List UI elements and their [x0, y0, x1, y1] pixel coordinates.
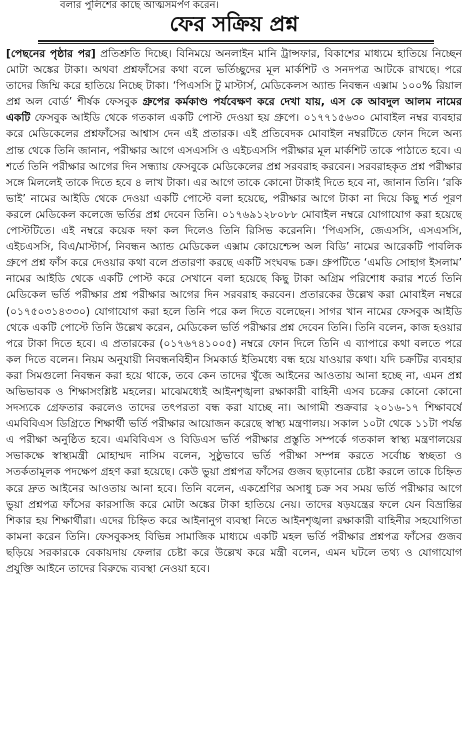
article-lead: প্রতিশ্রুতি দিচ্ছে। বিনিময়ে অনলাইন মানি ট্রান্সফার, বিকাশের মাধ্যমে হাতিয়ে নিচ্ছেন মোটা অঙ্কের টাকা। অথবা প্রশ্নফাঁসের কথা বলে ভর্তিচ্ছুদের মূল মার্কশিট ও সনদপত্র আটকে রাখছে। পরে তাদের জিম্মি করে হাতিয়ে নিচ্ছে টাকা। ‘পিএসসি টু মাস্টার্স, মেডিকেলস অ্যান্ড নিবন্ধন এক্সাম ১০০% রিয়াল প্রশ্ন অল বোর্ড’ শীর্ষক ফেসবুক	[6, 48, 462, 109]
continued-from-kicker: [পেছনের পৃষ্ঠার পর]	[6, 48, 96, 60]
article-paragraph	[6, 46, 462, 577]
article-highlight: গ্রুপের কর্মকাণ্ড পর্যবেক্ষণ করে দেখা যায়, এস কে আবদুল আলম নামের একটি	[6, 96, 462, 125]
headline-rule-thin	[38, 43, 434, 44]
headline-rule	[38, 40, 434, 42]
article-body	[6, 46, 462, 748]
previous-article-fragment: বলার পুলিশের কাছে আত্মসমর্পণ করেন।	[60, 0, 219, 11]
headline: ফের সক্রিয় প্রশ্ন	[169, 11, 299, 36]
article-text: ফেসবুক আইডি থেকে গতকাল একটি পোস্ট দেওয়া হয় গ্রুপে। ০১৭৭১৫৬৩০ মোবাইল নম্বর ব্যবহার করে মেডিকেলের প্রশ্নফাঁসের আশ্বাস দেন এই প্রতারক। এই প্রতিবেদক মোবাইল নম্বরটিতে ফোন দিলে অন্য প্রান্ত থেকে তিনি জানান, পরীক্ষার আগে এসএসসি ও এইচএসসি পরীক্ষার মূল মার্কশিট তাকে পাঠাতে হবে। এ শর্তে তিনি পরীক্ষার আগের দিন সন্ধ্যায় ফেসবুকে মেডিকেলের প্রশ্ন সরবরাহ করবেন। সরবরাহকৃত প্রশ্ন পরীক্ষার সঙ্গে মিললেই তাকে দিতে হবে ৪ লাখ টাকা। এর আগে তাকে কোনো টাকাই দিতে হবে না, জানান তিনি। ‘রকি ভাই’ নামের আইডি থেকে দেওয়া একটি পোস্টে বলা হয়েছে, পরীক্ষার আগে টাকা না দিয়ে কিছু শর্ত পূরণ করলে মেডিকেল কলেজে ভর্তির প্রশ্ন দেবেন তিনি। ০১৭৬৯১২৮০৮৮ মোবাইল নম্বরে যোগাযোগ করা হয়েছে পোস্টটিতে। এই নম্বরে কয়েক দফা কল দিলেও তিনি রিসিভ করেননি। ‘পিএসসি, জেএসসি, এসএসসি, এইচএসসি, বিএ/মাস্টার্স, নিবন্ধন অ্যান্ড মেডিকেল এক্সাম কোয়েশ্চেন্স অল বিডি’ নামের আরেকটি পাবলিক গ্রুপে প্রশ্ন ফাঁস করে দেওয়ার কথা বলে প্রতারণা করছে একটি সংঘবদ্ধ চক্র। গ্রুপটিতে ‘এমডি সোহাগ ইসলাম’ নামের আইডি থেকে একটি পোস্ট করে সেখানে বলা হয়েছে কিছু টাকা অগ্রিম পরিশোধ করার শর্তে তিনি মেডিকেল ভর্তি পরীক্ষার প্রশ্ন পরীক্ষার আগের দিন সরবরাহ করবেন। প্রতারকের উল্লেখ করা মোবাইল নম্বরে (০১৭৫০৩১৪৩৩০) যোগাযোগ করা হলে তিনি পরে কল দিতে বলেছেন। সাগর খান নামের ফেসবুক আইডি থেকে একটি পোস্টে তিনি উল্লেখ করেন, মেডিকেল ভর্তি পরীক্ষার প্রশ্ন দেবেন তিনি। তিনি বলেন, কাজ হওয়ার পরে টাকা দিতে হবে। এ প্রতারকের (০১৭৬৭৪১০০৫) নম্বরে ফোন দিলে তিনি এ ব্যাপারে কথা বলতে পরে কল দিতে বলেন। নিয়ম অনুযায়ী নিবন্ধনবিহীন সিমকার্ড ইতিমধ্যে বন্ধ হয়ে যাওয়ার কথা। যদি চক্রটির ব্যবহার করা সিমগুলো নিবন্ধন করা হয়ে থাকে, তবে কেন তাদের খুঁজে আইনের আওতায় আনা হচ্ছে না, এমন প্রশ্ন অভিভাবক ও শিক্ষাসংশ্লিষ্ট মহলের। মাঝেমধ্যেই আইনশৃঙ্খলা রক্ষাকারী বাহিনী এসব চক্রের কোনো কোনো সদস্যকে গ্রেফতার করলেও তাদের তৎপরতা বন্ধ করা যাচ্ছে না। আগামী শুক্রবার ২০১৬-১৭ শিক্ষাবর্ষে এমবিবিএস ডিগ্রিতে শিক্ষার্থী ভর্তি পরীক্ষার আয়োজন করেছে স্বাস্থ্য মন্ত্রণালয়। সকাল ১০টা থেকে ১১টা পর্যন্ত এ পরীক্ষা অনুষ্ঠিত হবে। এমবিবিএস ও বিডিএস ভর্তি পরীক্ষার প্রস্তুতি সম্পর্কে গতকাল স্বাস্থ্য মন্ত্রণালয়ের সভাকক্ষে স্বাস্থ্যমন্ত্রী মোহাম্মদ নাসিম বলেন, সুষ্ঠুভাবে ভর্তি পরীক্ষা সম্পন্ন করতে সর্বোচ্চ স্বচ্ছতা ও সতর্কতামূলক পদক্ষেপ গ্রহণ করা হয়েছে। কেউ ভুয়া প্রশ্নপত্র ফাঁসের গুজব ছড়ানোর চেষ্টা করলে তাকে চিহ্নিত করে দ্রুত আইনের আওতায় আনা হবে। তিনি বলেন, একশ্রেণির অসাধু চক্র সব সময় ভর্তি পরীক্ষার আগে ভুয়া প্রশ্নপত্র ফাঁসের কারসাজি করে মোটা অঙ্কের টাকা হাতিয়ে নেয়। তাদের ষড়যন্ত্রের ফলে যেন বিভ্রান্তির শিকার হয় শিক্ষার্থীরা। এদের চিহ্নিত করে আইনানুগ ব্যবস্থা নিতে আইনশৃঙ্খলা রক্ষাকারী বাহিনীর সহযোগিতা কামনা করেন তিনি। ফেসবুকসহ বিভিন্ন সামাজিক মাধ্যমে একটি মহল ভর্তি পরীক্ষার প্রশ্নপত্র ফাঁসের গুজব ছড়িয়ে সরকারকে বেকায়দায় ফেলার চেষ্টা করে উল্লেখ করে মন্ত্রী বলেন, এমন ঘটলে তথ্য ও যোগাযোগ প্রযুক্তি আইনে তাদের বিরুদ্ধে ব্যবস্থা নেওয়া হবে।	[6, 112, 462, 575]
